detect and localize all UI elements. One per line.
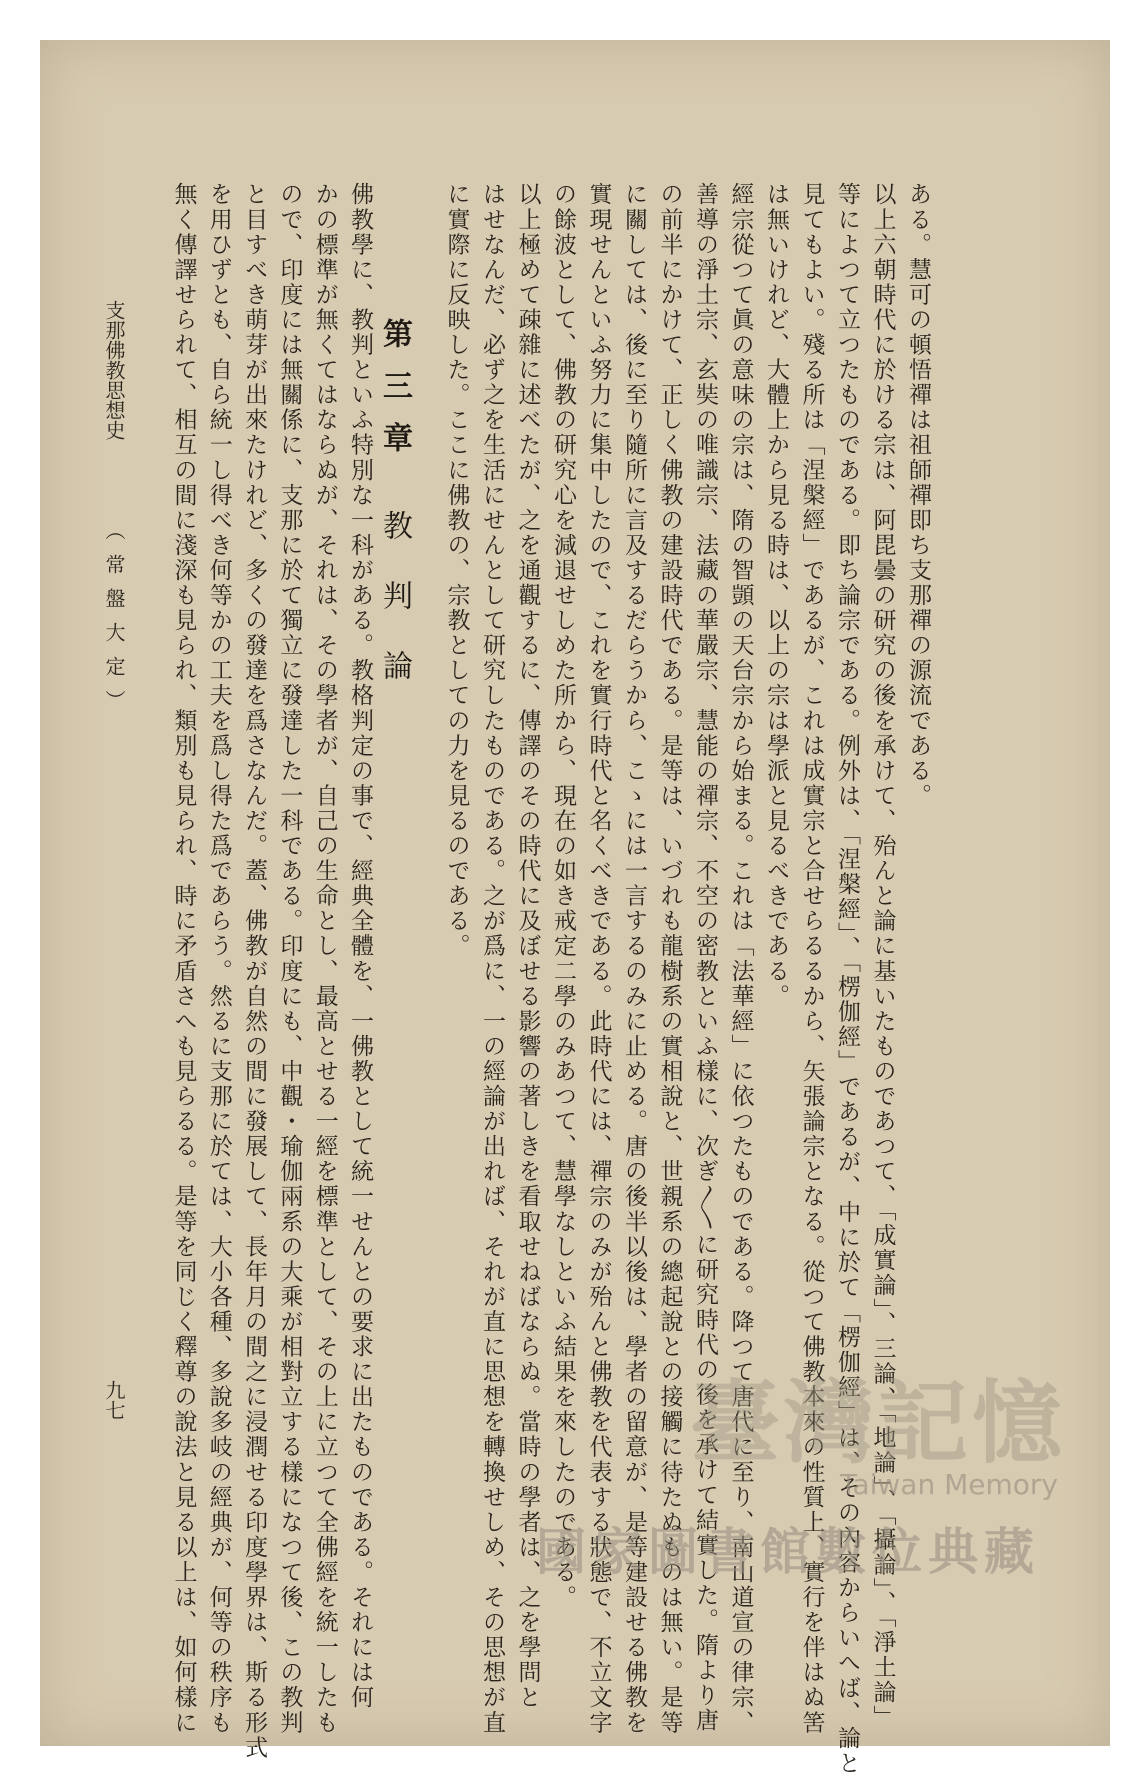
book-title: 支那佛教思想史 [102, 300, 126, 440]
text-column: ので、印度には無關係に、支那に於て獨立に發達した一科である。印度にも、中觀・瑜伽兩系の大乘が相對立する樣になつて後、この教判 [276, 182, 303, 1736]
text-column: 佛教學に、教判といふ特別な一科がある。教格判定の事で、經典全體を、一佛教として統一せんとの要求に出たものである。それには何 [347, 182, 373, 1711]
text-column: 無く傳譯せられて、相互の間に淺深も見られ、類別も見られ、時に矛盾さへも見らるる。是等を同じく釋尊の說法と見る以上は、如何樣に [170, 182, 197, 1736]
text-column: はせなんだ、必ず之を生活にせんとして研究したものである。之が爲に、一の經論が出れば、それが直に思想を轉換せしめ、その思想が直 [479, 182, 505, 1736]
text-column: の餘波として、佛教の研究心を減退せしめた所から、現在の如き戒定二學のみあつて、慧學なしといふ結果を來したのである。 [550, 182, 576, 1610]
watermark-brand: 臺灣記憶 [690, 1371, 1066, 1476]
text-column: 以上極めて疎雜に述べたが、之を通觀するに、傳譯のその時代に及ぼせる影響の著しきを看取せねばならぬ。當時の學者は、之を學問と [514, 182, 541, 1711]
text-column: 經宗從つて眞の意味の宗は、隋の智顗の天台宗から始まる。これは「法華經」に依つたものである。降つて唐代に至り、南山道宣の律宗、 [727, 182, 754, 1736]
text-column: と目すべき萌芽が出來たけれど、多くの發達を爲さなんだ。蓋、佛教が自然の間に發展して、長年月の間之に浸潤せる印度學界は、斯る形式 [241, 182, 268, 1761]
text-column: に實際に反映した。ここに佛教の、宗教としての力を見るのである。 [443, 182, 470, 959]
text-column: 善導の淨土宗、玄奘の唯識宗、法藏の華嚴宗、慧能の禪宗、不空の密教といふ樣に、次ぎ〳〵に研究時代の後を承けて結實した。隋より唐 [692, 182, 718, 1734]
text-column: 實現せんといふ努力に集中したので、これを實行時代と名くべきである。此時代には、禪宗のみが殆んと佛教を代表する狀態で、不立文字 [585, 182, 612, 1736]
watermark-english: Taiwan Memory [840, 1468, 1058, 1501]
text-column: に關しては、後に至り隨所に言及するだらうから、こゝには一言するのみに止める。唐の後半以後は、學者の留意が、是等建設せる佛教を [621, 182, 647, 1736]
author-credit: （常盤大定） [102, 520, 126, 724]
text-column: かの標準が無くてはならぬが、それは、その學者が、自己の生命とし、最高とせる一經を標準として、その上に立つて全佛經を統一したも [311, 182, 338, 1736]
text-column: は無いけれど、大體上から見る時は、以上の宗は學派と見るべきである。 [763, 182, 789, 1009]
text-column: 以上六朝時代に於ける宗は、阿毘曇の研究の後を承けて、殆んと論に基いたものであつて、「成實論」、三論、「地論」、「攝論」、「淨土論」 [869, 182, 896, 1730]
chapter-number: 第三章 [377, 318, 412, 474]
page-number: 九七 [102, 1380, 126, 1420]
chapter-heading [372, 318, 416, 720]
watermark-institution: 國家圖書館數位典藏 [536, 1523, 1040, 1581]
text-column: 等によつて立つたものである。即ち論宗である。例外は、「涅槃經」、「楞伽經」であるが、中に於て「楞伽經」は、その內容からいへば、論と [834, 182, 860, 1776]
text-column: を用ひずとも、自ら統一し得べき何等かの工夫を爲し得た爲であらう。然るに支那に於ては、大小各種、多說多岐の經典が、何等の秩序も [205, 182, 232, 1736]
text-column: ある。慧可の頓悟禪は祖師禪即ち支那禪の源流である。 [905, 182, 931, 809]
chapter-title: 教判論 [377, 510, 412, 720]
text-column: の前半にかけて、正しく佛教の建設時代である。是等は、いづれも龍樹系の實相說と、世親系の總起說との接觸に待たぬものは無い。是等 [656, 182, 683, 1736]
text-column: 見てもよい。殘る所は「涅槃經」であるが、これは成實宗と合せらるるから、矢張論宗となる。從つて佛教本來の性質上、實行を伴はぬ筈 [798, 182, 825, 1736]
